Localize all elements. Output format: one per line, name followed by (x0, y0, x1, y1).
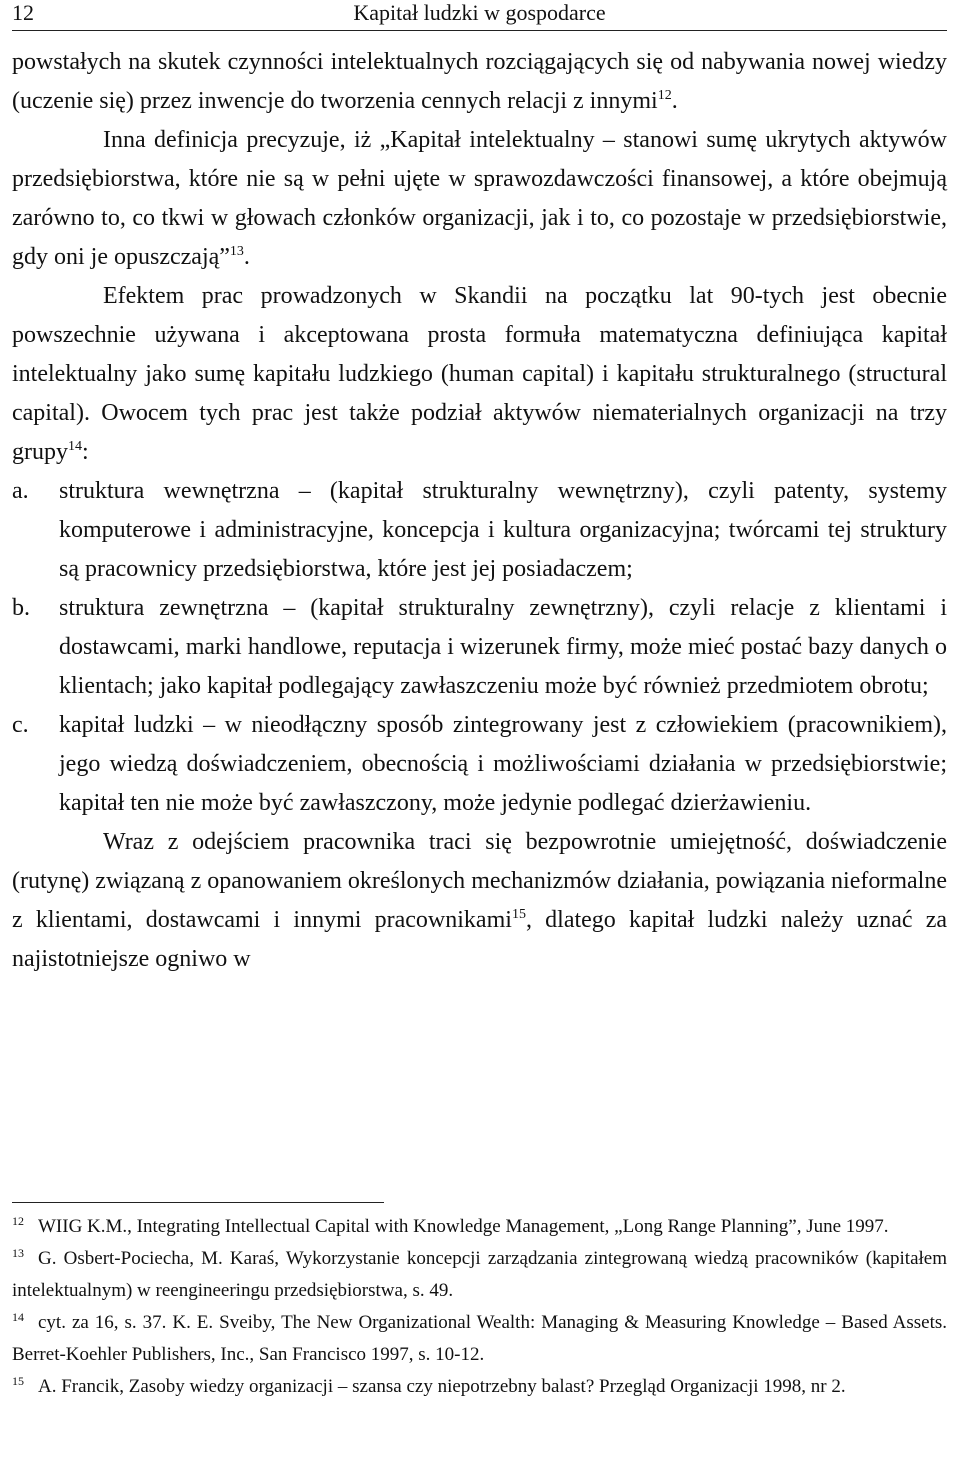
running-title: Kapitał ludzki w gospodarce (353, 0, 606, 25)
list-marker: b. (12, 595, 30, 621)
list-marker: a. (12, 478, 29, 504)
list-item-b (12, 589, 947, 706)
paragraph-4-text: Wraz z odejściem pracownika traci się bezpowrotnie umiejętność, doświadczenie (rutynę) związaną z opanowaniem określonych mechanizmów działania, powiązania nieformalne z klientami, dostawcami i innymi pracownikami (12, 829, 947, 933)
page-number: 12 (12, 0, 34, 25)
paragraph-2-text: Inna definicja precyzuje, iż „Kapitał intelektualny – stanowi sumę ukrytych aktywów przedsiębiorstwa, które nie są w pełni ujęte w sprawozdawczości finansowej, a które obejmują zarówno to, co tkwi w głowach członków organizacji, jak i to, co pozostaje w przedsiębiorstwie, gdy oni je opuszczają” (12, 127, 947, 270)
footnote-number: 14 (12, 1309, 24, 1324)
paragraph-1-end: . (671, 88, 678, 114)
footnote-14 (12, 1307, 947, 1371)
paragraph-1 (12, 43, 947, 121)
footnote-separator (12, 1202, 384, 1203)
paragraph-4 (12, 823, 947, 979)
paragraph-4-end: , dlatego kapitał ludzki należy uznać za najistotniejsze ogniwo w (12, 907, 948, 972)
footnote-text: WIIG K.M., Integrating Intellectual Capital with Knowledge Management, „Long Range Planning”, June 1997. (38, 1216, 889, 1237)
footnote-ref-12[interactable]: 12 (657, 88, 672, 103)
footnote-number: 15 (12, 1373, 24, 1388)
footnote-text: cyt. za 16, s. 37. K. E. Sveiby, The New Organizational Wealth: Managing & Measuring Knowledge – Based Assets. Berret-Koehler Publishers, Inc., San Francisco 1997, s. 10-12. (12, 1312, 947, 1365)
paragraph-3 (12, 277, 947, 472)
list-item-a (12, 472, 947, 589)
paragraph-1-text: powstałych na skutek czynności intelektualnych rozciągających się od nabywania nowej wiedzy (uczenie się) przez inwencje do tworzenia cennych relacji z innymi (12, 49, 947, 114)
list-item-c (12, 706, 947, 823)
paragraph-2 (12, 121, 947, 277)
footnote-text: A. Francik, Zasoby wiedzy organizacji – szansa czy niepotrzebny balast? Przegląd Organizacji 1998, nr 2. (38, 1376, 846, 1397)
paragraph-3-end: : (82, 439, 89, 465)
footnote-13 (12, 1243, 947, 1307)
main-text (12, 43, 947, 979)
footnote-15 (12, 1371, 947, 1403)
footnotes-section (12, 1202, 947, 1403)
list-marker: c. (12, 712, 29, 738)
footnote-ref-15[interactable]: 15 (511, 907, 526, 922)
paragraph-2-end: . (243, 244, 250, 270)
footnote-text: G. Osbert-Pociecha, M. Karaś, Wykorzystanie koncepcji zarządzania zintegrowaną wiedzą pracowników (kapitałem intelektualnym) w reengineeringu przedsiębiorstwa, s. 49. (12, 1248, 947, 1301)
paragraph-3-text: Efektem prac prowadzonych w Skandii na początku lat 90-tych jest obecnie powszechnie używana i akceptowana prosta formuła matematyczna definiująca kapitał intelektualny jako sumę kapitału ludzkiego (human capital) i kapitału strukturalnego (structural capital). Owocem tych prac jest także podział aktywów niematerialnych organizacji na trzy grupy (12, 283, 947, 465)
page-header (12, 0, 947, 31)
footnote-ref-13[interactable]: 13 (229, 244, 244, 259)
footnote-number: 12 (12, 1213, 24, 1228)
footnote-ref-14[interactable]: 14 (68, 439, 82, 454)
document-page (12, 0, 948, 1397)
footnote-12 (12, 1211, 947, 1243)
list-item-text: kapitał ludzki – w nieodłączny sposób zintegrowany jest z człowiekiem (pracownikiem), jego wiedzą doświadczeniem, obecnością i możliwościami działania w przedsiębiorstwie; kapitał ten nie może być zawłaszczony, może jedynie podlegać dzierżawieniu. (59, 712, 947, 816)
list-item-text: struktura zewnętrzna – (kapitał strukturalny zewnętrzny), czyli relacje z klientami i dostawcami, marki handlowe, reputacja i wizerunek firmy, może mieć postać bazy danych o klientach; jako kapitał podlegający zawłaszczeniu może być również przedmiotem obrotu; (59, 595, 947, 699)
footnote-number: 13 (12, 1245, 24, 1260)
list-item-text: struktura wewnętrzna – (kapitał strukturalny wewnętrzny), czyli patenty, systemy komputerowe i administracyjne, koncepcja i kultura organizacyjna; twórcami tej struktury są pracownicy przedsiębiorstwa, które jest jej posiadaczem; (59, 478, 947, 582)
